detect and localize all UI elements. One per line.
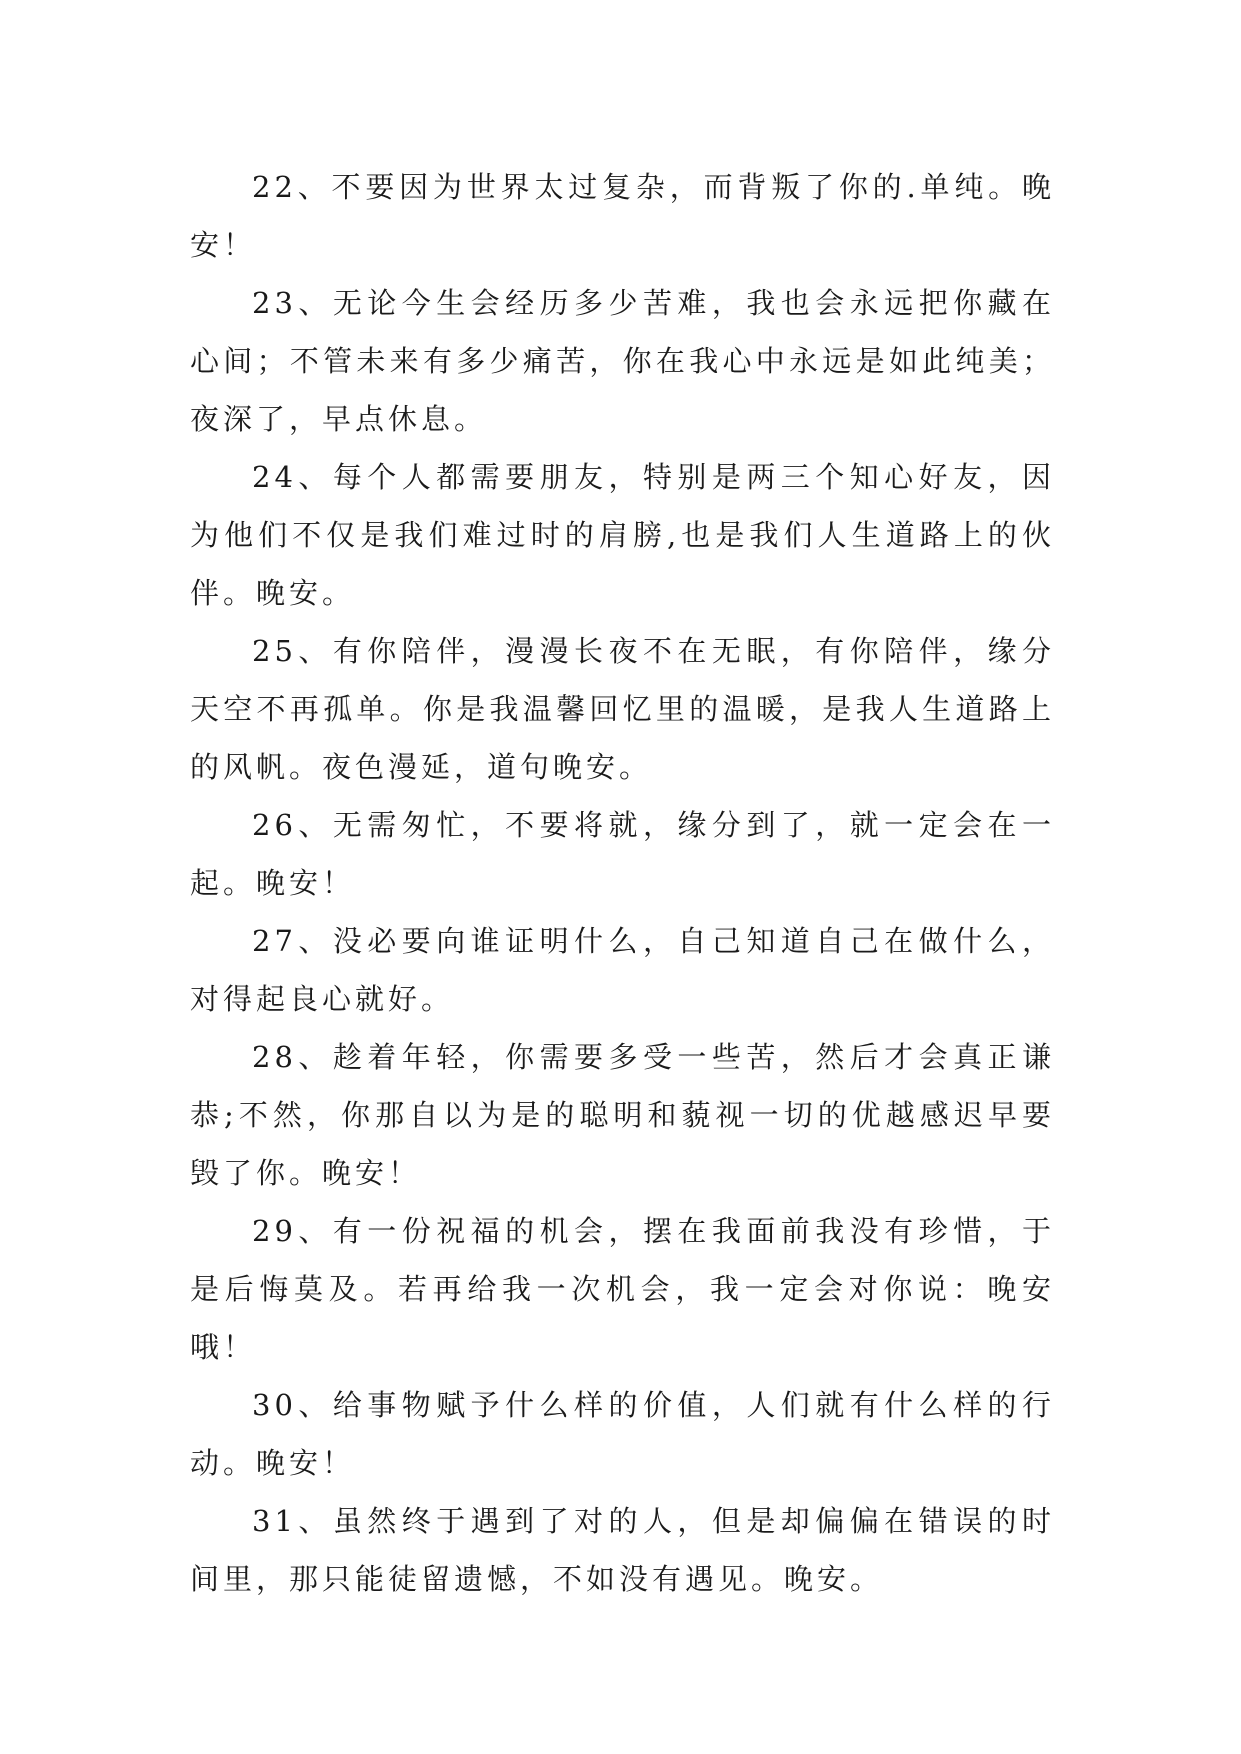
paragraph-23: 23、无论今生会经历多少苦难，我也会永远把你藏在心间；不管未来有多少痛苦，你在我心中永远是如此纯美；夜深了，早点休息。 [190,286,1055,436]
paragraph-31: 31、虽然终于遇到了对的人，但是却偏偏在错误的时间里，那只能徒留遗憾，不如没有遇见。晚安。 [190,1504,1055,1596]
paragraph-25: 25、有你陪伴，漫漫长夜不在无眠，有你陪伴，缘分天空不再孤单。你是我温馨回忆里的温暖，是我人生道路上的风帆。夜色漫延，道句晚安。 [190,634,1055,784]
paragraph-27: 27、没必要向谁证明什么，自己知道自己在做什么，对得起良心就好。 [190,924,1055,1016]
paragraph-22: 22、不要因为世界太过复杂，而背叛了你的.单纯。晚安！ [190,170,1055,262]
paragraph-28: 28、趁着年轻，你需要多受一些苦，然后才会真正谦恭;不然，你那自以为是的聪明和藐视一切的优越感迟早要毁了你。晚安！ [190,1040,1055,1190]
paragraph-30: 30、给事物赋予什么样的价值，人们就有什么样的行动。晚安！ [190,1388,1055,1480]
paragraph-26: 26、无需匆忙，不要将就，缘分到了，就一定会在一起。晚安！ [190,808,1055,900]
document-body [190,158,1055,1608]
paragraph-29: 29、有一份祝福的机会，摆在我面前我没有珍惜，于是后悔莫及。若再给我一次机会，我一定会对你说：晚安哦！ [190,1214,1055,1364]
paragraph-24: 24、每个人都需要朋友，特别是两三个知心好友，因为他们不仅是我们难过时的肩膀,也是我们人生道路上的伙伴。晚安。 [190,460,1055,610]
